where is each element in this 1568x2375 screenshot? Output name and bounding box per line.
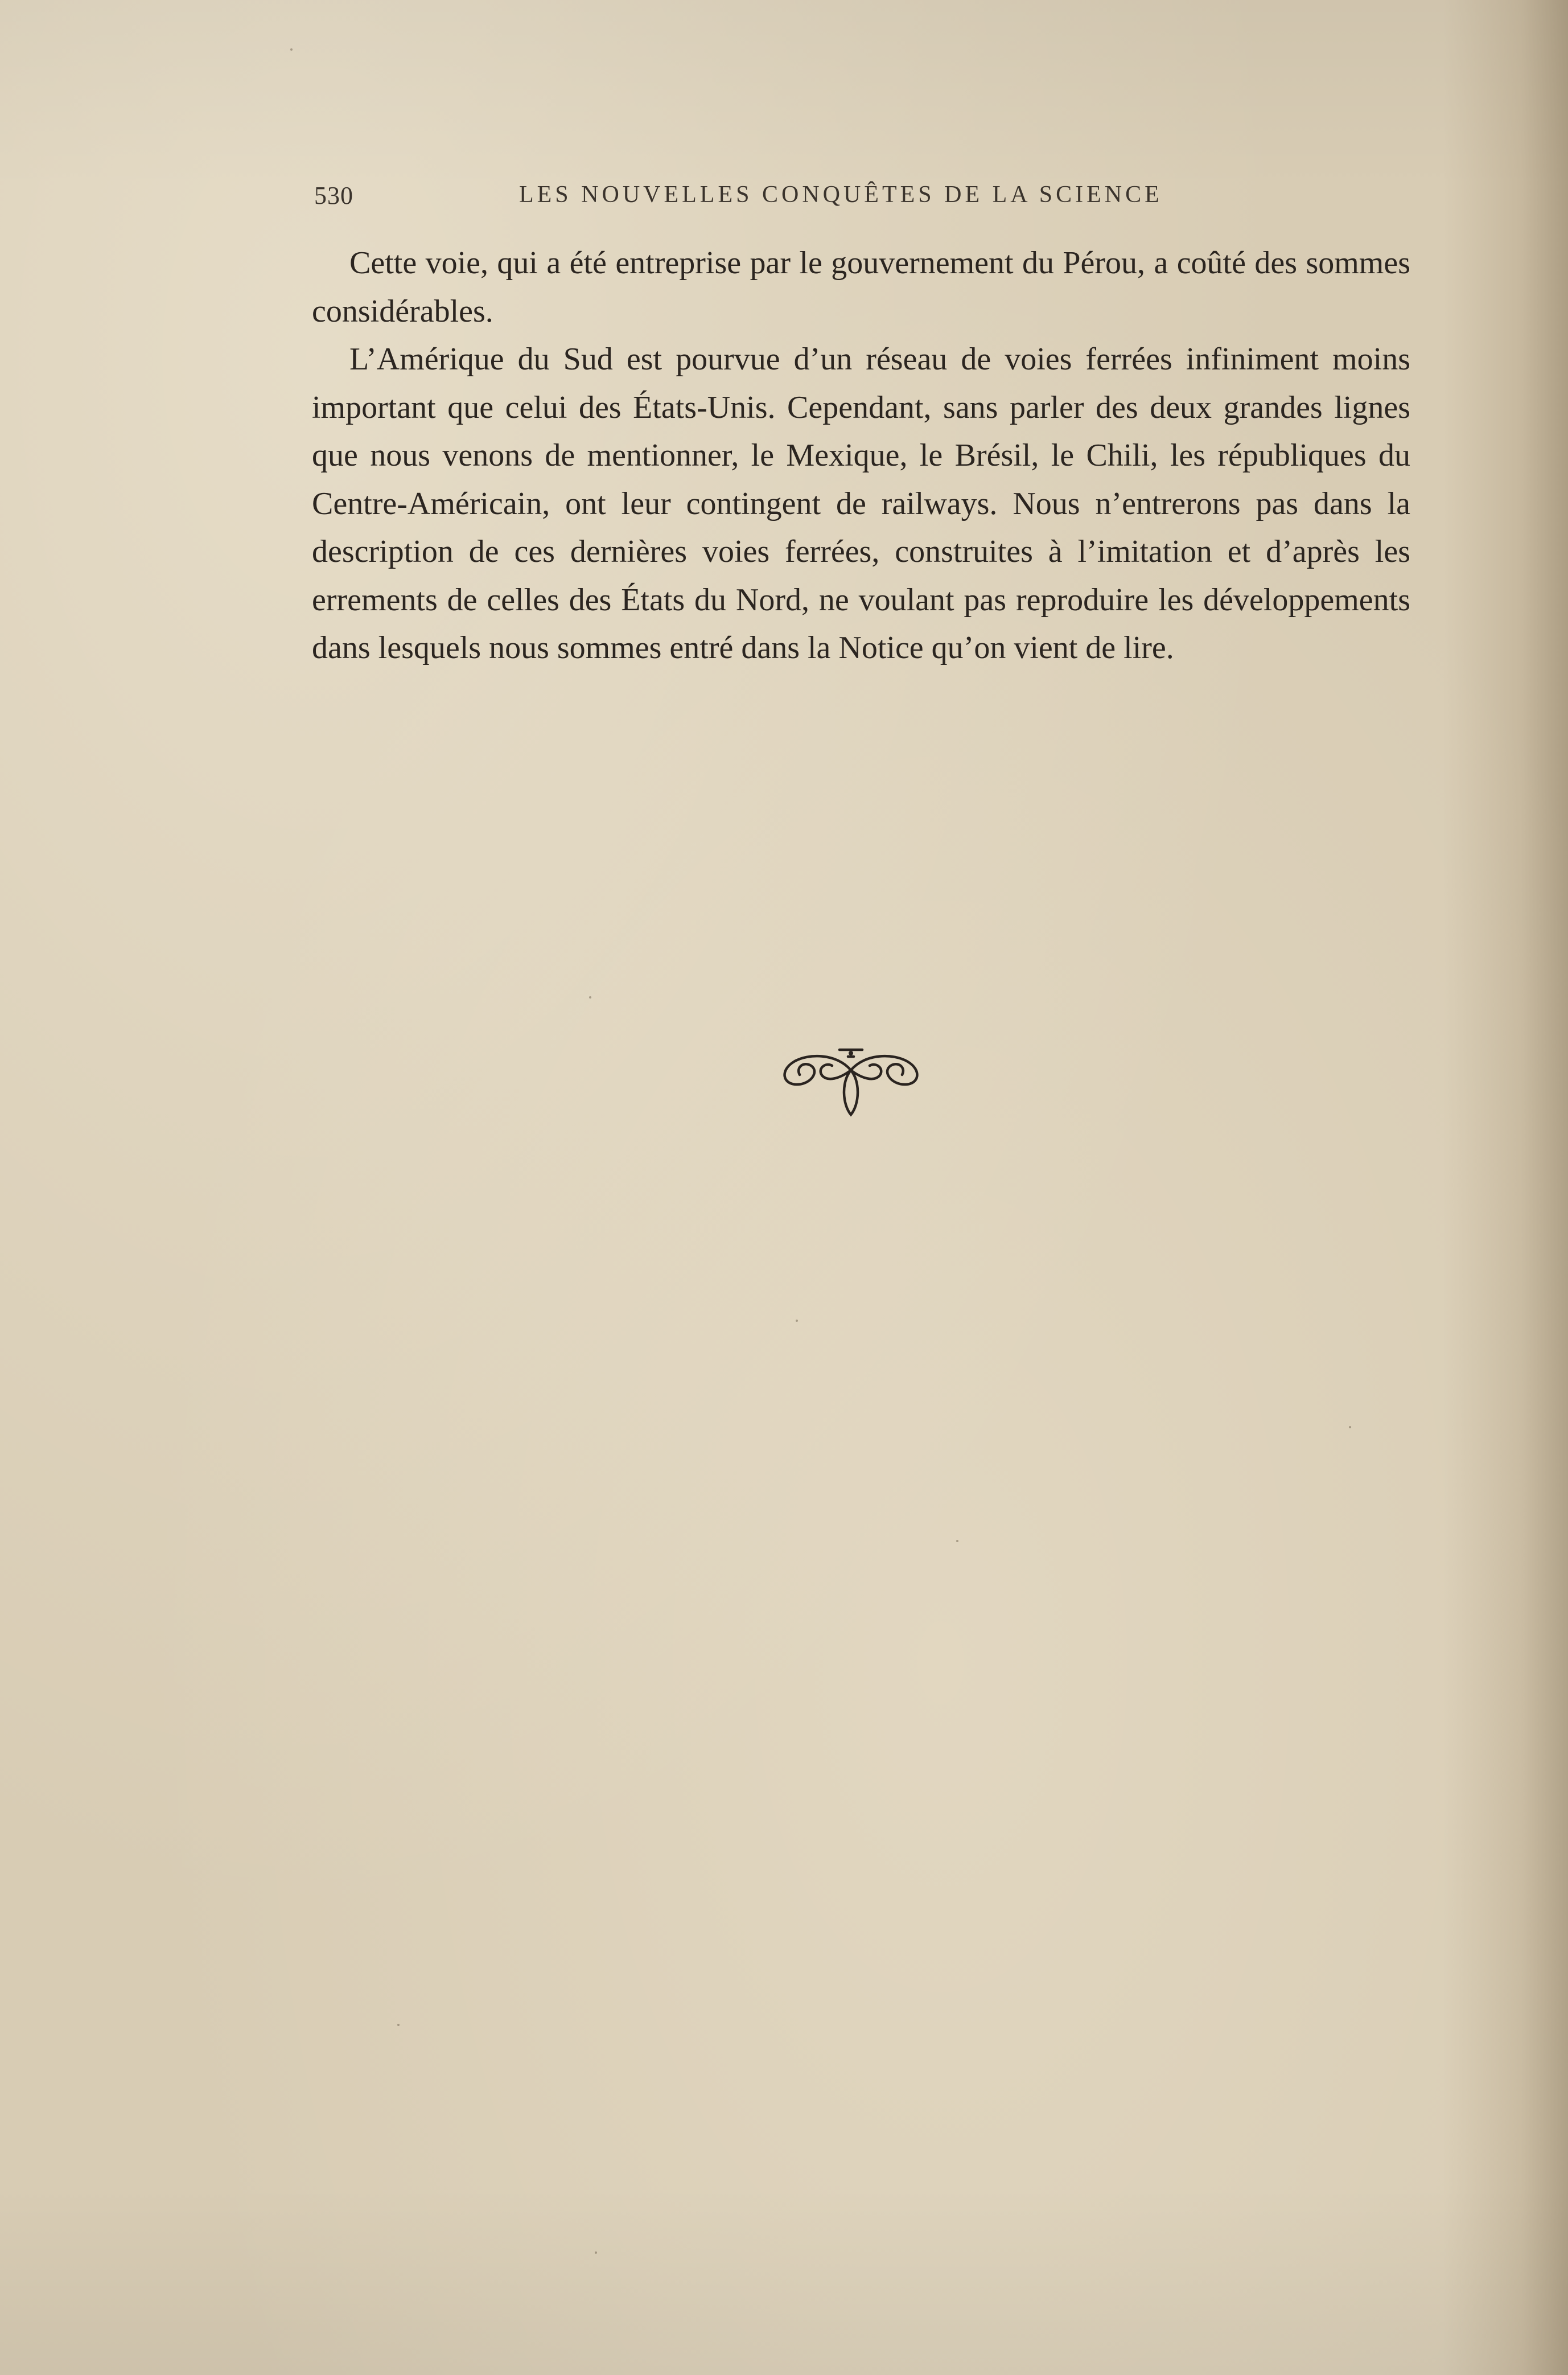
running-head (314, 181, 1407, 215)
paper-speck (397, 2024, 400, 2026)
fleuron-ornament-icon (768, 1036, 933, 1127)
running-title: LES NOUVELLES CONQUÊTES DE LA SCIENCE (519, 182, 1163, 208)
paragraph-2: L’Amérique du Sud est pourvue d’un réseau de voies ferrées infiniment moins important que celui des États-Unis. Cependant, sans parler des deux grandes lignes que nous venons de mentionner, le Mexique, le Brésil, le Chili, les républiques du Centre-Américain, ont leur contingent de railways. Nous n’entrerons pas dans la description de ces dernières voies ferrées, construites à l’imitation et d’après les errements de celles des États du Nord, ne voulant pas reproduire les développements dans lesquels nous sommes entré dans la Notice qu’on vient de lire. (312, 342, 1410, 665)
body-text (312, 239, 1410, 672)
paper-speck (1349, 1426, 1351, 1428)
paper-speck (290, 48, 293, 51)
paper-speck (595, 2251, 597, 2254)
paragraph-1: Cette voie, qui a été entreprise par le gouvernement du Pérou, a coûté des sommes considérables. (312, 245, 1410, 329)
paper-speck (956, 1540, 958, 1542)
paper-speck (796, 1320, 798, 1322)
paper-speck (589, 996, 591, 999)
page-number: 530 (314, 182, 353, 209)
